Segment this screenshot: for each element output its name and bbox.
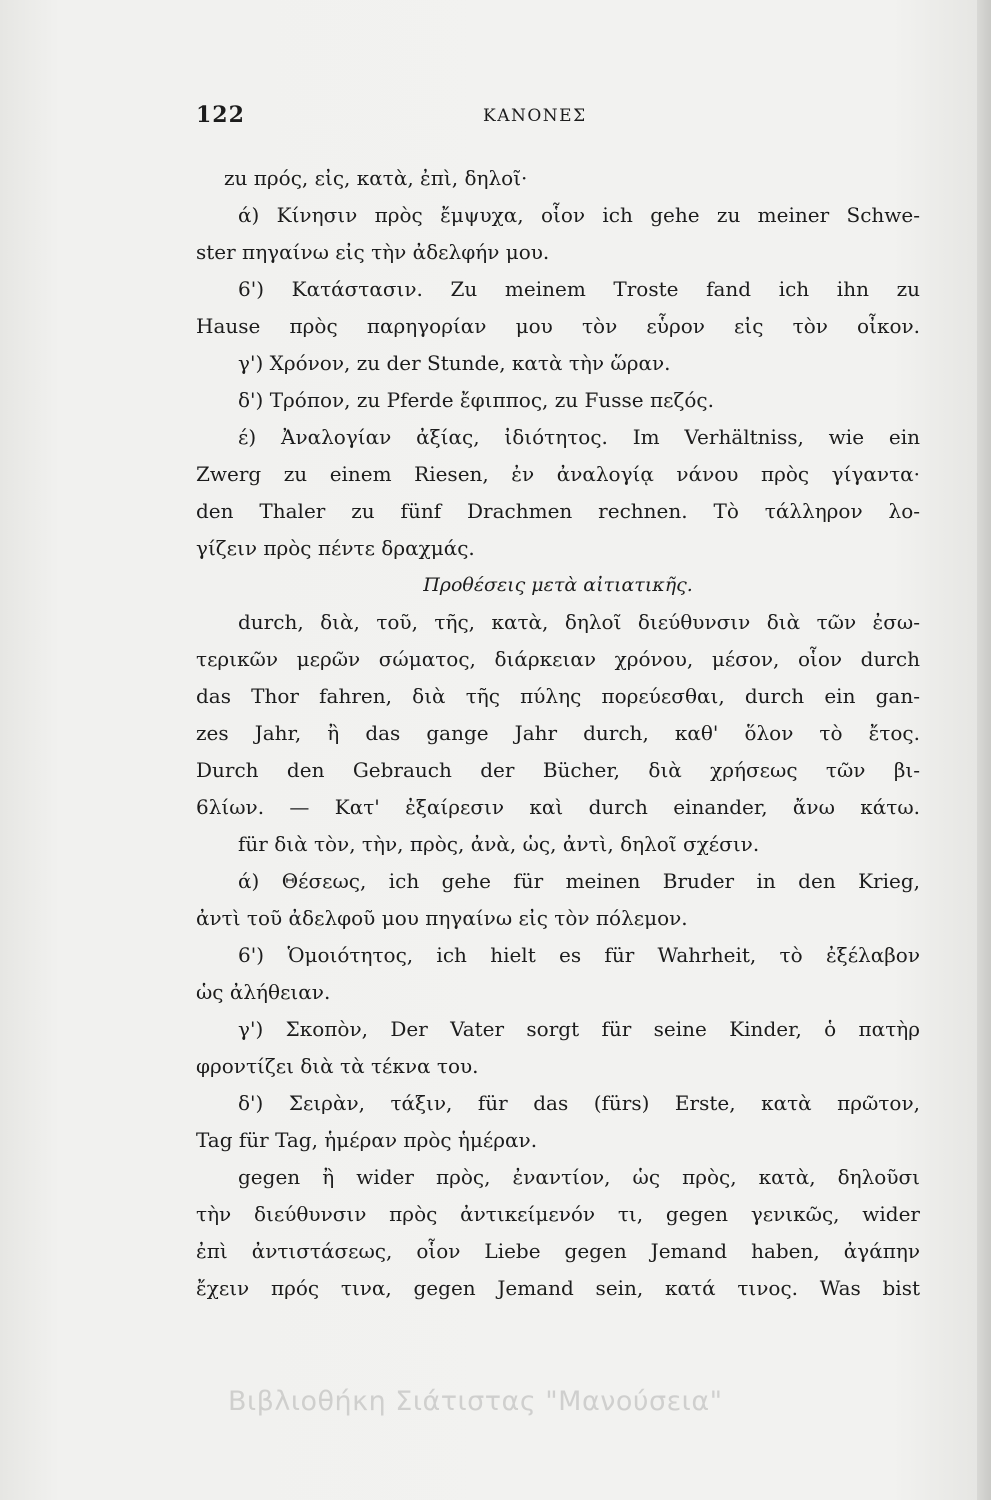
text-line: zes Jahr, ἢ das gange Jahr durch, καθ' ὅλον τὸ ἔτος. <box>196 721 920 745</box>
text-line: ἀντὶ τοῦ ἀδελφοῦ μου πηγαίνω εἰς τὸν πόλεμον. <box>196 906 688 930</box>
text-line: durch, διὰ, τοῦ, τῆς, κατὰ, δηλοῖ διεύθυνσιν διὰ τῶν ἐσω- <box>238 610 920 634</box>
text-line: ὡς ἀλήθειαν. <box>196 980 331 1004</box>
text-line: den Thaler zu fünf Drachmen rechnen. Τὸ τάλληρον λο- <box>196 499 920 523</box>
page-header <box>196 102 920 142</box>
page-edge <box>977 0 991 1500</box>
text-line: Tag für Tag, ἡμέραν πρὸς ἡμέραν. <box>196 1128 538 1152</box>
text-line: τὴν διεύθυνσιν πρὸς ἀντικείμενόν τι, gegen γενικῶς, wider <box>196 1202 920 1226</box>
library-watermark: Βιβλιοθήκη Σιάτιστας "Μανούσεια" <box>228 1386 723 1417</box>
text-line: Hause πρὸς παρηγορίαν μου τὸν εὗρον εἰς τὸν οἶκον. <box>196 314 920 338</box>
text-line: gegen ἢ wider πρὸς, ἐναντίον, ὡς πρὸς, κατὰ, δηλοῦσι <box>238 1165 920 1189</box>
running-title: ΚΑΝΟΝΕΣ <box>483 106 587 126</box>
text-line: δ') Τρόπον, zu Pferde ἔφιππος, zu Fusse πεζός. <box>238 388 714 412</box>
text-line: γ') Χρόνον, zu der Stunde, κατὰ τὴν ὥραν. <box>238 351 671 375</box>
text-line: zu πρός, εἰς, κατὰ, ἐπὶ, δηλοῖ· <box>224 166 528 190</box>
text-line: γίζειν πρὸς πέντε δραχμάς. <box>196 536 475 560</box>
text-line: ἐπὶ ἀντιστάσεως, οἷον Liebe gegen Jemand haben, ἀγάπην <box>196 1239 920 1263</box>
text-line: für διὰ τὸν, τὴν, πρὸς, ἀνὰ, ὡς, ἀντὶ, δηλοῖ σχέσιν. <box>238 832 760 856</box>
text-line: ἔχειν πρός τινα, gegen Jemand sein, κατά τινος. Was bist <box>196 1276 920 1300</box>
text-line: 6') Ὁμοιότητος, ich hielt es für Wahrheit, τὸ ἐξέλαβον <box>238 943 920 967</box>
text-line: δ') Σειρὰν, τάξιν, für das (fürs) Erste, κατὰ πρῶτον, <box>238 1091 920 1115</box>
text-line: 6') Κατάστασιν. Zu meinem Troste fand ich ihn zu <box>238 277 920 301</box>
page-number: 122 <box>196 102 245 128</box>
text-line: γ') Σκοπὸν, Der Vater sorgt für seine Kinder, ὁ πατὴρ <box>238 1017 920 1041</box>
text-line: ά) Κίνησιν πρὸς ἔμψυχα, οἷον ich gehe zu meiner Schwe- <box>238 203 920 227</box>
text-line: τερικῶν μερῶν σώματος, διάρκειαν χρόνου, μέσον, οἷον durch <box>196 647 920 671</box>
section-heading: Προθέσεις μετὰ αἰτιατικῆς. <box>423 574 693 596</box>
text-line: Durch den Gebrauch der Bücher, διὰ χρήσεως τῶν βι- <box>196 758 920 782</box>
body-text <box>196 160 920 1307</box>
text-line: 6λίων. — Κατ' ἐξαίρεσιν καὶ durch einander, ἄνω κάτω. <box>196 795 920 819</box>
text-line: das Thor fahren, διὰ τῆς πύλης πορεύεσθαι, durch ein gan- <box>196 684 920 708</box>
text-line: έ) Ἀναλογίαν ἀξίας, ἰδιότητος. Im Verhältniss, wie ein <box>238 425 920 449</box>
text-line: φροντίζει διὰ τὰ τέκνα του. <box>196 1054 479 1078</box>
text-line: ά) Θέσεως, ich gehe für meinen Bruder in den Krieg, <box>238 869 920 893</box>
text-line: Zwerg zu einem Riesen, ἐν ἀναλογίᾳ νάνου πρὸς γίγαντα· <box>196 462 920 486</box>
text-line: ster πηγαίνω εἰς τὴν ἀδελφήν μου. <box>196 240 550 264</box>
